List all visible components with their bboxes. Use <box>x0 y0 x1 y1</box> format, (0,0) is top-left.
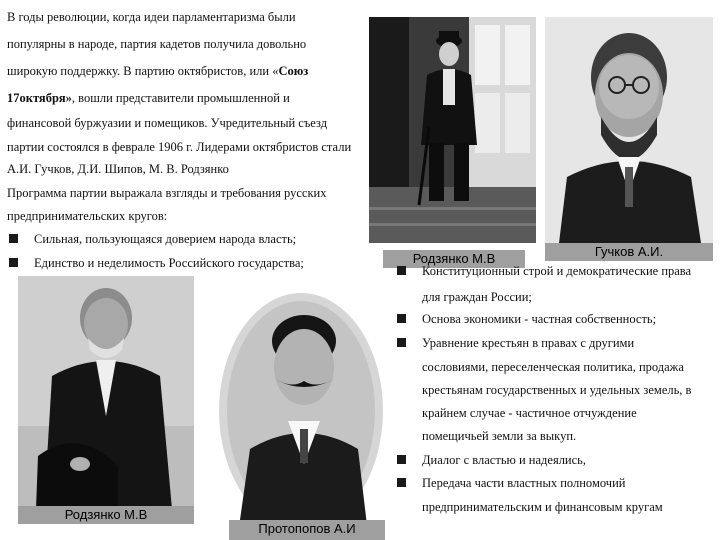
bullet-square-icon <box>397 266 406 275</box>
bullet-square-icon <box>397 314 406 323</box>
caption-rodzianko-bottom: Родзянко М.В <box>18 506 194 524</box>
left-bullet-1: Сильная, пользующаяся доверием народа власть; <box>34 232 297 246</box>
caption-rodzianko-top: Родзянко М.В <box>383 250 525 268</box>
intro-line-6: партии состоялся в феврале 1906 г. Лидерами октябристов стали <box>7 140 352 154</box>
bullet-square-icon <box>397 455 406 464</box>
bold-soyuz: Союз <box>278 64 309 78</box>
bullet-square-icon <box>9 234 18 243</box>
right-bullet-4-line-1: Диалог с властью и надеялись, <box>422 453 586 467</box>
right-bullet-3-line-1: Уравнение крестьян в правах с другими <box>422 336 635 350</box>
right-bullet-3-line-3: крестьянам государственных и удельных земель, в <box>422 383 692 397</box>
caption-protopopov: Протопопов А.И <box>229 520 385 540</box>
bullet-square-icon <box>397 338 406 347</box>
right-bullet-1-line-2: для граждан России; <box>422 290 532 304</box>
bold-17oktyabrya: 17октября» <box>7 91 72 105</box>
bullet-square-icon <box>9 258 18 267</box>
right-bullet-3-line-2: сословиями, переселенческая политика, продажа <box>422 360 684 374</box>
intro-line-3: широкую поддержку. В партию октябристов, или «Союз <box>7 64 309 78</box>
intro-line-5: финансовой буржуазии и помещиков. Учредительный съезд <box>7 116 328 130</box>
intro-line-9: предпринимательских кругов: <box>7 209 168 223</box>
right-bullet-5-line-1: Передача части властных полномочий <box>422 476 626 490</box>
intro-line-7: А.И. Гучков, Д.И. Шипов, М. В. Родзянко <box>7 162 229 176</box>
photo-guchkov <box>545 17 713 243</box>
intro-line-2: популярны в народе, партия кадетов получила довольно <box>7 37 307 51</box>
caption-guchkov: Гучков А.И. <box>545 243 713 261</box>
intro-line-1: В годы революции, когда идеи парламентаризма были <box>7 10 296 24</box>
photo-rodzianko-standing <box>369 17 536 243</box>
intro-line-4: 17октября», вошли представители промышленной и <box>7 91 290 105</box>
bullet-square-icon <box>397 478 406 487</box>
photo-rodzianko-seated <box>18 276 194 509</box>
right-bullet-1-line-1: Конституционный строй и демократические права <box>422 264 692 278</box>
right-bullet-5-line-2: предпринимательским и финансовым кругам <box>422 500 663 514</box>
intro-line-8: Программа партии выражала взгляды и требования русских <box>7 186 327 200</box>
right-bullet-2-line-1: Основа экономики - частная собственность; <box>422 312 657 326</box>
right-bullet-3-line-5: помещичьей земли за выкуп. <box>422 429 577 443</box>
right-bullet-3-line-4: крайнем случае - частичное отчуждение <box>422 406 637 420</box>
left-bullet-2: Единство и неделимость Российского государства; <box>34 256 304 270</box>
photo-protopopov <box>216 289 386 534</box>
